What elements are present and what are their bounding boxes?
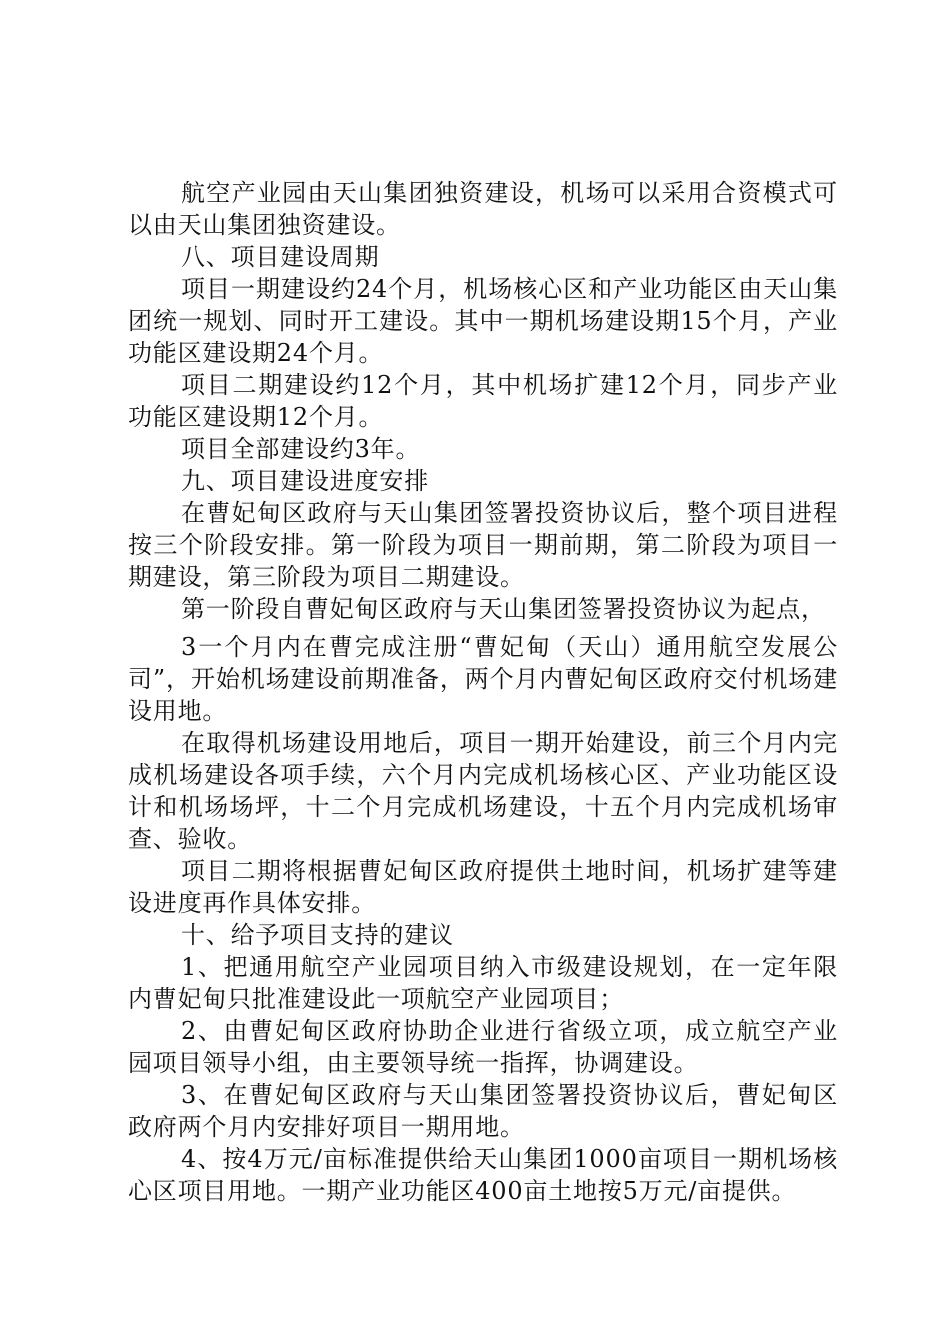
paragraph-total-period: 项目全部建设约3年。 [181,435,421,463]
paragraph-stage-one-start: 第一阶段自曹妃甸区政府与天山集团签署投资协议为起点， [181,595,826,623]
paragraph-phase-one-period: 项目一期建设约24个月，机场核心区和产业功能区由天山集团统一规划、同时开工建设。其中一期机场建设期15个月，产业功能区建设期24个月。 [128,275,838,367]
text-block-bottom [128,631,838,1207]
text-block-top [128,177,838,625]
paragraph-funding-model: 航空产业园由天山集团独资建设，机场可以采用合资模式可以由天山集团独资建设。 [128,179,838,239]
heading-construction-period: 八、项目建设周期 [181,243,380,271]
paragraph-suggestion-4: 4、按4万元/亩标准提供给天山集团1000亩项目一期机场核心区项目用地。一期产业功能区400亩土地按5万元/亩提供。 [128,1145,838,1205]
paragraph-phase-two-period: 项目二期建设约12个月，其中机场扩建12个月，同步产业功能区建设期12个月。 [128,371,838,431]
heading-schedule: 九、项目建设进度安排 [181,467,429,495]
paragraph-three-stages: 在曹妃甸区政府与天山集团签署投资协议后，整个项目进程按三个阶段安排。第一阶段为项目一期前期，第二阶段为项目一期建设，第三阶段为项目二期建设。 [128,499,838,591]
paragraph-phase-two-arrangement: 项目二期将根据曹妃甸区政府提供土地时间，机场扩建等建设进度再作具体安排。 [128,857,838,917]
heading-support-suggestions: 十、给予项目支持的建议 [181,921,454,949]
paragraph-phase-one-construction: 在取得机场建设用地后，项目一期开始建设，前三个月内完成机场建设各项手续，六个月内完成机场核心区、产业功能区设计和机场场坪，十二个月完成机场建设，十五个月内完成机场审查、验收。 [128,729,838,853]
paragraph-suggestion-2: 2、由曹妃甸区政府协助企业进行省级立项，成立航空产业园项目领导小组，由主要领导统一指挥，协调建设。 [128,1017,838,1077]
paragraph-company-registration: 3一个月内在曹完成注册“曹妃甸（天山）通用航空发展公司”，开始机场建设前期准备，两个月内曹妃甸区政府交付机场建设用地。 [128,633,838,725]
paragraph-suggestion-1: 1、把通用航空产业园项目纳入市级建设规划，在一定年限内曹妃甸只批准建设此一项航空产业园项目； [128,953,838,1013]
paragraph-suggestion-3: 3、在曹妃甸区政府与天山集团签署投资协议后，曹妃甸区政府两个月内安排好项目一期用地。 [128,1081,838,1141]
